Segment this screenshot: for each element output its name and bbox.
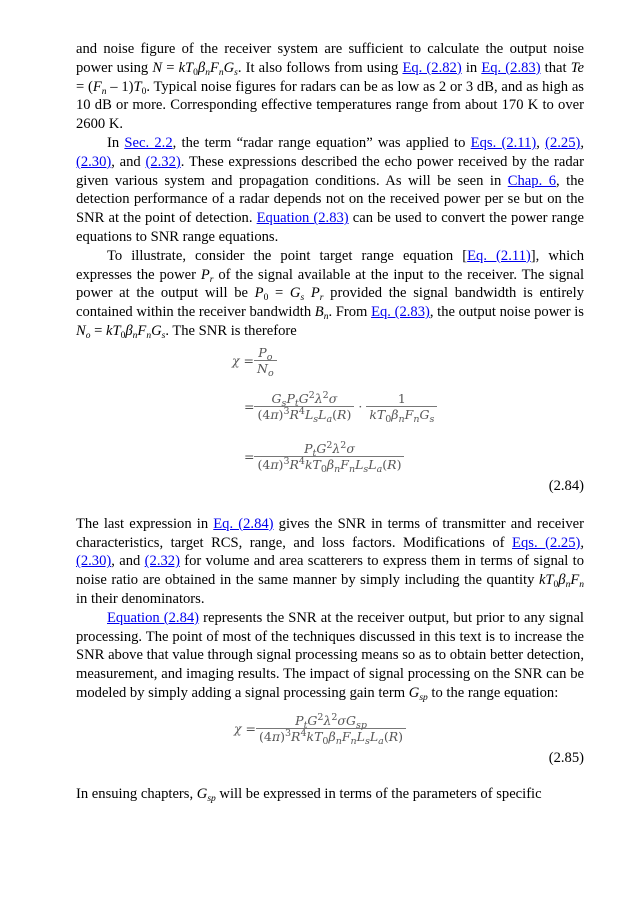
link-chap-6[interactable]: Chap. 6 [507, 172, 557, 189]
eq-2-84-line-3: = $\frac{P_tG^2\lambda^2\sigma}{(4\pi)^3R^4kT_0\beta_nF_nL_sL_a(R)}$ [244, 441, 404, 472]
link-eq-2-83-b[interactable]: Eq. (2.83) [371, 304, 430, 321]
link-equation-2-84[interactable]: Equation (2.84) [107, 609, 200, 626]
link-eq-2-30-b[interactable]: (2.30) [76, 553, 112, 570]
link-eq-2-82[interactable]: Eq. (2.82) [402, 59, 462, 76]
equation-number-2-84: (2.84) [548, 477, 584, 494]
link-sec-2-2[interactable]: Sec. 2.2 [124, 134, 173, 151]
paragraph-5: Equation (2.84) represents the SNR at the receiver output, but prior to any signal processing. The point of most of the techniques discussed in this text is to increase the SNR above that value through signal processing means so as to obtain better detection, measurement, and imaging results. The impact of signal processing on the SNR can be modeled by simply adding a signal processing gain term $G_{sp}$ to the range equation: [76, 609, 584, 703]
link-eq-2-84[interactable]: Eq. (2.84) [213, 515, 274, 532]
paragraph-1: and noise figure of the receiver system are sufficient to calculate the output noise power using $N = kT_0\beta_nF_nG_s$. It also follows from using Eq. (2.82) in Eq. (2.83) that $Te = (F_n - 1)T_0$. Typical noise figures for radars can be as low as 2 or 3 dB, and as high as 10 dB or more. Corresponding effective temperatures range from about 170 K to over 2600 K. [76, 41, 584, 133]
link-eq-2-32[interactable]: (2.32) [145, 153, 181, 170]
equation-2-84 [76, 341, 584, 497]
link-eq-2-25[interactable]: (2.25) [545, 134, 581, 151]
equation-number-2-85: (2.85) [548, 749, 584, 766]
link-eq-2-32-b[interactable]: (2.32) [144, 553, 180, 570]
link-equation-2-83[interactable]: Equation (2.83) [256, 210, 349, 227]
paragraph-4: The last expression in Eq. (2.84) gives the SNR in terms of transmitter and receiver characteristics, target RCS, range, and loss factors. Modifications of Eqs. (2.25), (2.30), and (2.32) for volume and area scatterers to express them in terms of signal to noise ratio are obtained in the same manner by simply including the quantity $kT_0\beta_nF_n$ in their denominators. [76, 515, 585, 607]
eq-2-85-line-1: χ = $\frac{P_tG^2\lambda^2\sigma G_{sp}}{(4\pi)^3R^4kT_0\beta_nF_nL_sL_a(R)}$ [234, 713, 406, 744]
link-eq-2-30[interactable]: (2.30) [76, 153, 112, 170]
page-content [76, 40, 584, 804]
eq-2-84-line-2: = $\frac{G_sP_tG^2\lambda^2\sigma}{(4\pi)^3R^4L_sL_a(R)}$ · $\frac{1}{kT_0\beta_nF_nG_s}$ [244, 391, 437, 422]
paragraph-3: To illustrate, consider the point target range equation [Eq. (2.11)], which expresses the power $P_r$ of the signal available at the input to the receiver. The signal power at the output will be $P_0 = G_s$ $P_r$ provided the signal bandwidth is entirely contained within the receiver bandwidth $B_n$. From Eq. (2.83), the output noise power is $N_o = kT_0\beta_nF_nG_s$. The SNR is therefore [76, 247, 585, 341]
link-eq-2-83[interactable]: Eq. (2.83) [481, 59, 541, 76]
link-eqs-2-25[interactable]: Eqs. (2.25) [512, 534, 581, 551]
paragraph-6: In ensuing chapters, $G_{sp}$ will be expressed in terms of the parameters of specific [76, 785, 542, 804]
equation-2-85 [76, 703, 584, 769]
link-eq-2-11[interactable]: Eq. (2.11) [467, 247, 531, 264]
paragraph-2: In Sec. 2.2, the term “radar range equation” was applied to Eqs. (2.11), (2.25), (2.30), and (2.32). These expressions described the echo power received by the radar given various system and propagation conditions. As will be seen in Chap. 6, the detection performance of a radar depends not on the received power per se but on the SNR at the point of detection. Equation (2.83) can be used to convert the power range equations to SNR range equations. [76, 134, 585, 245]
link-eqs-2-11[interactable]: Eqs. (2.11) [470, 134, 537, 151]
eq-2-84-line-1: χ = $\frac{P_o}{N_o}$ [232, 345, 277, 376]
